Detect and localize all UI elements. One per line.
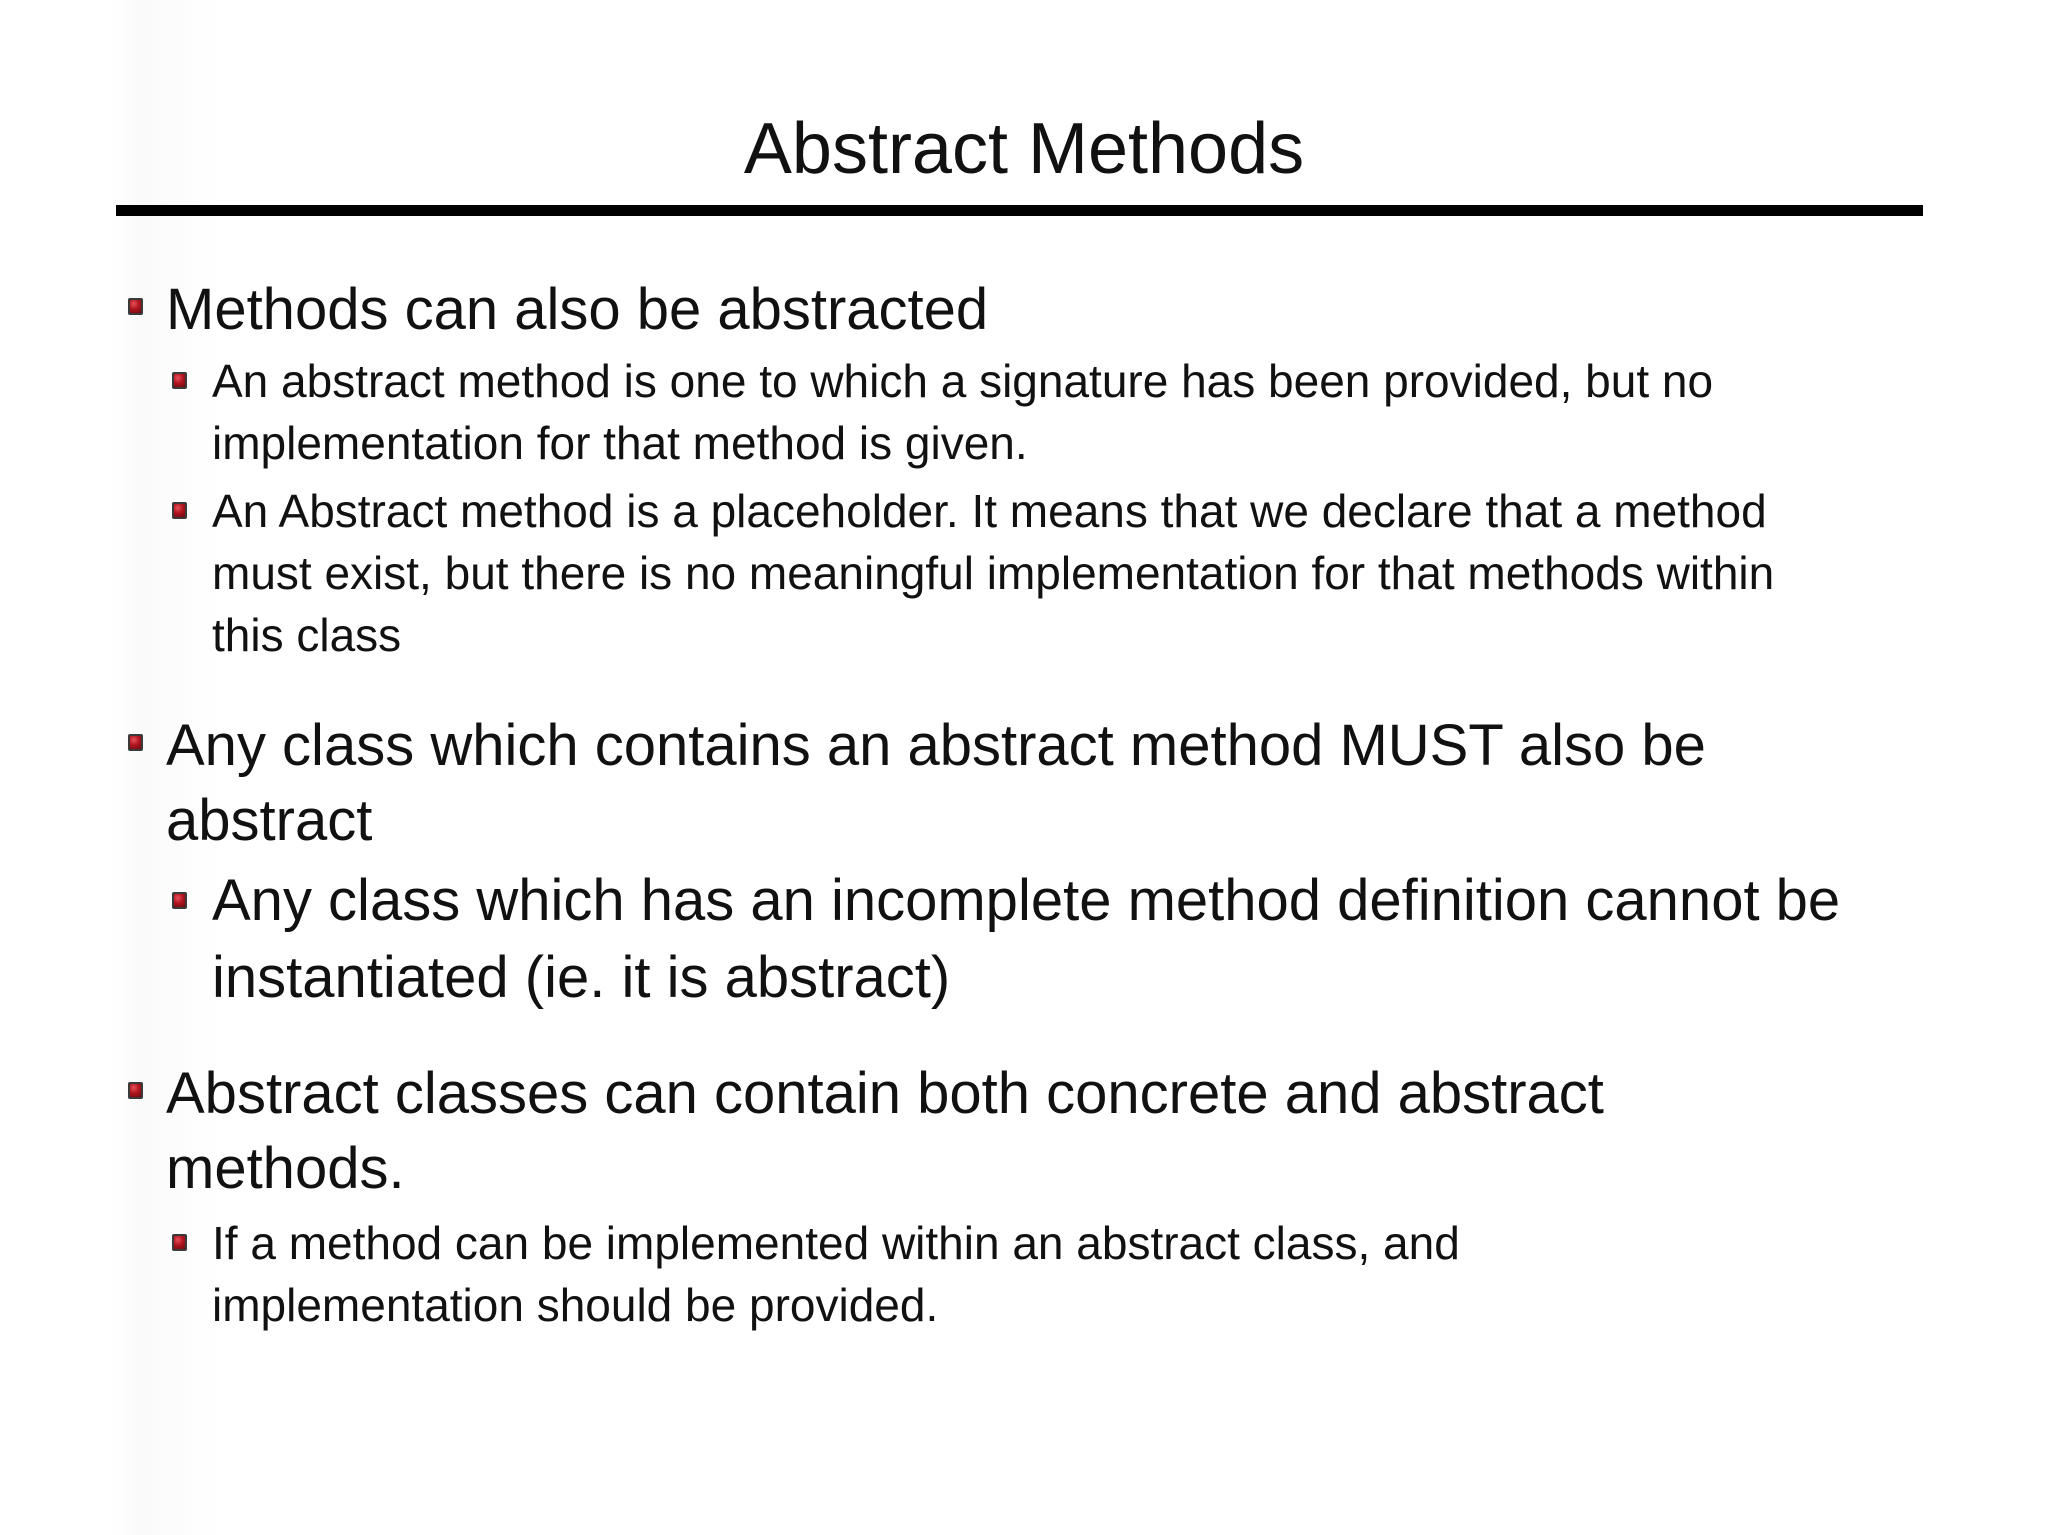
bullet-text: Any class which contains an abstract method MUST also be abstract <box>166 713 1706 853</box>
bullet-icon <box>128 1082 143 1099</box>
sub-bullet-icon <box>172 892 187 909</box>
bullet-item <box>124 272 1924 347</box>
sub-bullet-text: If a method can be implemented within an abstract class, and implementation should be provided. <box>212 1217 1460 1331</box>
sub-bullet-text: Any class which has an incomplete method definition cannot be instantiated (ie. it is abstract) <box>212 868 1841 1010</box>
sub-bullet-text: An Abstract method is a placeholder. It means that we declare that a method must exist, but there is no meaningful implementation for that methods within this class <box>212 485 1775 661</box>
bullet-list <box>124 272 1924 1336</box>
sub-bullet-text: An abstract method is one to which a signature has been provided, but no implementation for that method is given. <box>212 355 1714 469</box>
bullet-icon <box>128 298 143 315</box>
sub-bullet-item <box>124 480 1924 666</box>
slide-title: Abstract Methods <box>743 109 1305 189</box>
bullet-item <box>124 1056 1924 1206</box>
sub-bullet-icon <box>172 1234 187 1251</box>
bullet-text: Methods can also be abstracted <box>166 277 989 342</box>
bullet-text: Abstract classes can contain both concrete and abstract methods. <box>166 1061 1604 1201</box>
sub-bullet-icon <box>172 502 187 519</box>
bullet-item <box>124 708 1924 858</box>
sub-bullet-item <box>124 862 1924 1016</box>
sub-bullet-item <box>124 1212 1924 1336</box>
title-rule <box>116 205 1923 216</box>
bullet-icon <box>128 734 143 751</box>
sub-bullet-icon <box>172 372 187 389</box>
sub-bullet-item <box>124 350 1924 474</box>
